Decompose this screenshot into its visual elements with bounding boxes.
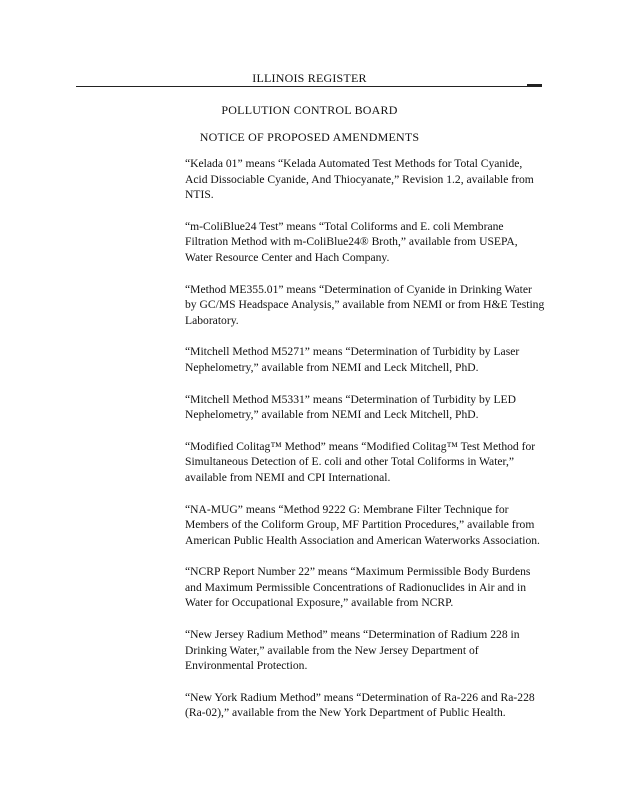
header-rule-mark [527,84,542,86]
definition-paragraph: “Mitchell Method M5331” means “Determination of Turbidity by LED Nephelometry,” available from NEMI and Leck Mitchell, PhD. [185,392,517,422]
definition-paragraph: “Mitchell Method M5271” means “Determination of Turbidity by Laser Nephelometry,” available from NEMI and Leck Mitchell, PhD. [185,345,520,374]
notice-title: NOTICE OF PROPOSED AMENDMENTS [199,130,420,144]
definition-paragraph: “New Jersey Radium Method” means “Determination of Radium 228 in Drinking Water,” available from the New Jersey Department of Environmental Protection. [185,628,520,673]
definition-paragraph: “Modified Colitag™ Method” means “Modified Colitag™ Test Method for Simultaneous Detection of E. coli and other Total Coliforms in Water,” available from NEMI and CPI International. [185,439,536,484]
definition-paragraph: “Method ME355.01” means “Determination of Cyanide in Drinking Water by GC/MS Headspace Analysis,” available from NEMI or from H&E Testing Laboratory. [185,282,545,327]
header-rule [76,86,542,87]
definitions-list [185,156,545,721]
definition-paragraph: “NCRP Report Number 22” means “Maximum Permissible Body Burdens and Maximum Permissible Concentrations of Radionuclides in Air and in Water for Occupational Exposure,” available from NCRP. [185,565,531,610]
definition-paragraph: “NA-MUG” means “Method 9222 G: Membrane Filter Technique for Members of the Coliform Group, MF Partition Procedures,” available from American Public Health Association and American Waterworks Association. [185,502,540,547]
definition-paragraph: “m-ColiBlue24 Test” means “Total Coliforms and E. coli Membrane Filtration Method with m-ColiBlue24® Broth,” available from USEPA, Water Resource Center and Hach Company. [185,219,518,264]
board-title: POLLUTION CONTROL BOARD [221,103,398,117]
definition-paragraph: “Kelada 01” means “Kelada Automated Test Methods for Total Cyanide, Acid Dissociable Cyanide, And Thiocyanate,” Revision 1.2, available from NTIS. [185,157,534,202]
register-title: ILLINOIS REGISTER [252,71,367,85]
definition-paragraph: “New York Radium Method” means “Determination of Ra-226 and Ra-228 (Ra-02),” available from the New York Department of Public Health. [185,690,535,720]
